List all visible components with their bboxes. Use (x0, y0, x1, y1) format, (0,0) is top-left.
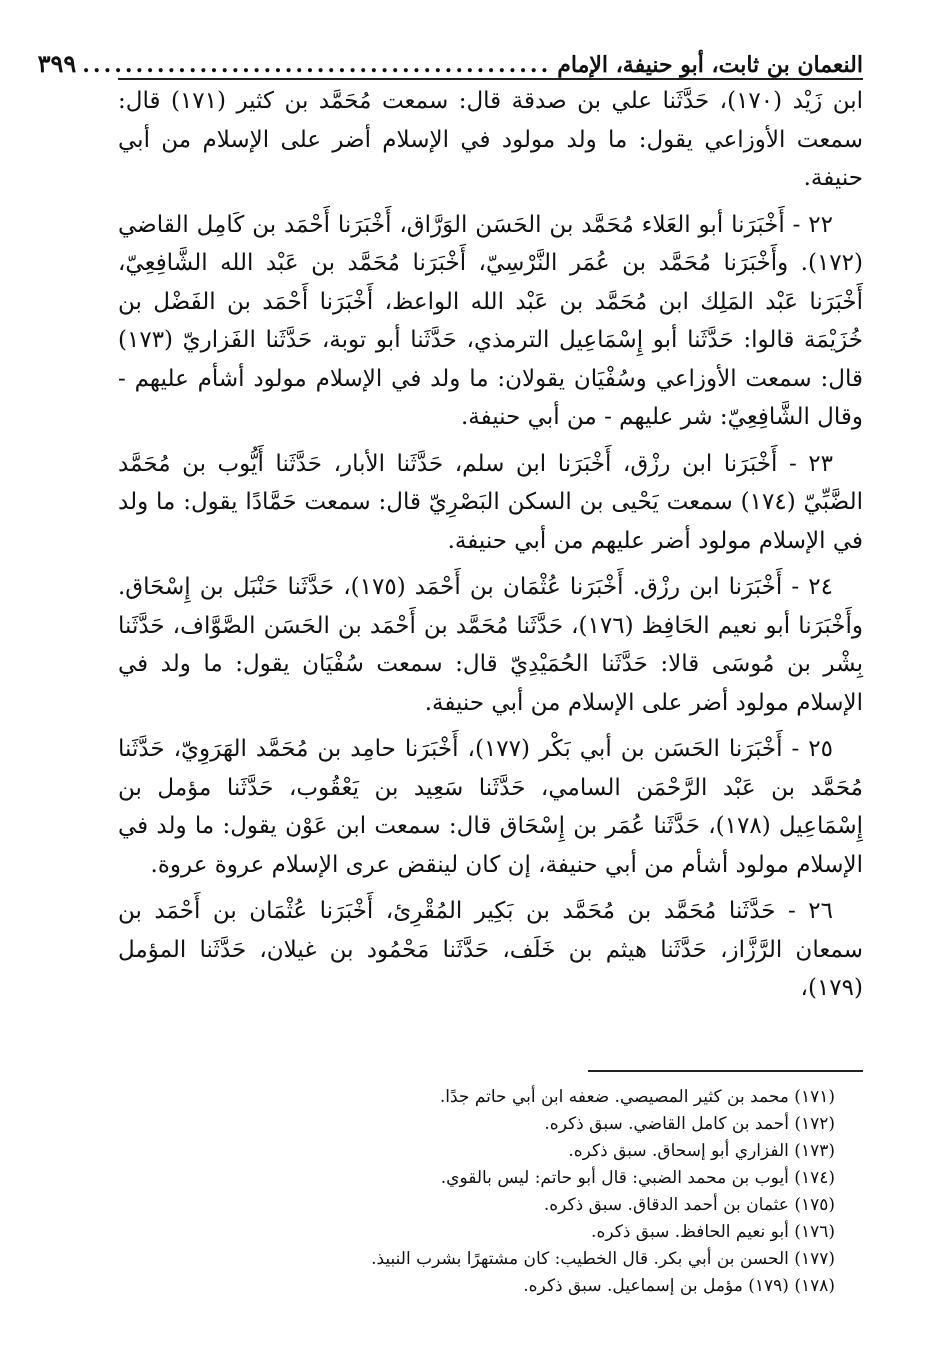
header-leader-dots: ............................................ (82, 52, 552, 78)
footnote: (١٧٦) أبو نعيم الحافظ. سبق ذكره. (591, 1222, 835, 1242)
paragraph: ابن زَيْد (١٧٠)، حَدَّثَنا علي بن صدقة قال: سمعت مُحَمَّد بن كثير (١٧١) قال: سمعت الأوزاعي يقول: ما ولد مولود في الإسلام أضر على الإسلام من أبي حنيفة. (118, 88, 863, 191)
footnote-divider (588, 1070, 863, 1072)
paragraph: ٢٣ - أَخْبَرَنا ابن رزْق، أَخْبَرَنا ابن سلم، حَدَّثَنا الأبار، حَدَّثَنا أَيُّوب بن مُحَمَّد الضَّبِّيّ (١٧٤) سمعت يَحْيى بن السكن البَصْرِيّ قال: سمعت حَمَّادًا يقول: ما ولد في الإسلام مولود أضر عليهم من أبي حنيفة. (118, 450, 863, 554)
paragraph: ٢٤ - أَخْبَرَنا ابن رزْق. أَخْبَرَنا عُثْمَان بن أَحْمَد (١٧٥)، حَدَّثَنا حَنْبَل بن إِسْحَاق. وأَخْبَرَنا أبو نعيم الحَافِظ (١٧٦)، حَدَّثَنا مُحَمَّد بن أَحْمَد بن الحَسَن الصَّوَّاف، حَدَّثَنا بِشْر بن مُوسَى قالا: حَدَّثَنا الحُمَيْدِيّ قال: سمعت سُفْيَان يقول: ما ولد في الإسلام مولود أضر على الإسلام من أبي حنيفة. (118, 574, 863, 716)
footnote: (١٧٨) (١٧٩) مؤمل بن إسماعيل. سبق ذكره. (523, 1276, 835, 1296)
footnote: (١٧١) محمد بن كثير المصيصي. ضعفه ابن أبي حاتم جدًا. (439, 1087, 835, 1107)
paragraph: ٢٥ - أَخْبَرَنا الحَسَن بن أبي بَكْر (١٧٧)، أَخْبَرَنا حامِد بن مُحَمَّد الهَرَوِيّ، حَدَّثَنا مُحَمَّد بن عَبْد الرَّحْمَن السامي، حَدَّثَنا سَعِيد بن يَعْقُوب، حَدَّثَنا مؤمل بن إِسْمَاعِيل (١٧٨)، حَدَّثَنا عُمَر بن إِسْحَاق قال: سمعت ابن عَوْن يقول: ما ولد في الإسلام مولود أشأم من أبي حنيفة، إن كان لينقض عرى الإسلام عروة عروة. (118, 736, 863, 878)
footnotes (200, 1084, 835, 1300)
header-title: النعمان بن ثابت، أبو حنيفة، الإمام (557, 52, 863, 78)
footnote: (١٧٣) الفزاري أبو إسحاق. سبق ذكره. (568, 1141, 835, 1161)
paragraph: ٢٦ - حَدَّثَنا مُحَمَّد بن مُحَمَّد بن بَكِير المُقْرِئ، أَخْبَرَنا عُثْمَان بن أَحْمَد بن سمعان الرَّزَّاز، حَدَّثَنا هيثم بن خَلَف، حَدَّثَنا مَحْمُود بن غيلان، حَدَّثَنا المؤمل (١٧٩)، (118, 898, 863, 1001)
paragraph: ٢٢ - أَخْبَرَنا أبو العَلاء مُحَمَّد بن الحَسَن الوَرَّاق، أَخْبَرَنا أَحْمَد بن كَامِل القاضي (١٧٢). وأَخْبَرَنا مُحَمَّد بن عُمَر النَّرْسِيّ، أَخْبَرَنا مُحَمَّد بن عَبْد الله الشَّافِعِيّ، أَخْبَرَنا عَبْد المَلِك ابن مُحَمَّد بن عَبْد الله الواعظ، أَخْبَرَنا أَحْمَد بن الفَضْل بن خُزَيْمَة قالوا: حَدَّثَنا أبو إِسْمَاعِيل الترمذي، حَدَّثَنا أبو توبة، حَدَّثَنا الفَزاريّ (١٧٣) قال: سمعت الأوزاعي وسُفْيَان يقولان: ما ولد في الإسلام مولود أشأم عليهم - وقال الشَّافِعِيّ: شر عليهم - من أبي حنيفة. (118, 211, 863, 430)
main-text (118, 82, 863, 1016)
footnote: (١٧٢) أحمد بن كامل القاضي. سبق ذكره. (544, 1114, 835, 1134)
footnote: (١٧٤) أيوب بن محمد الضبي: قال أبو حاتم: ليس بالقوي. (440, 1168, 835, 1188)
page-number: ٣٩٩ (37, 49, 77, 78)
footnote: (١٧٧) الحسن بن أبي بكر. قال الخطيب: كان مشتهرًا بشرب النبيذ. (371, 1249, 835, 1269)
running-header (37, 38, 863, 80)
footnote: (١٧٥) عثمان بن أحمد الدقاق. سبق ذكره. (543, 1195, 835, 1215)
